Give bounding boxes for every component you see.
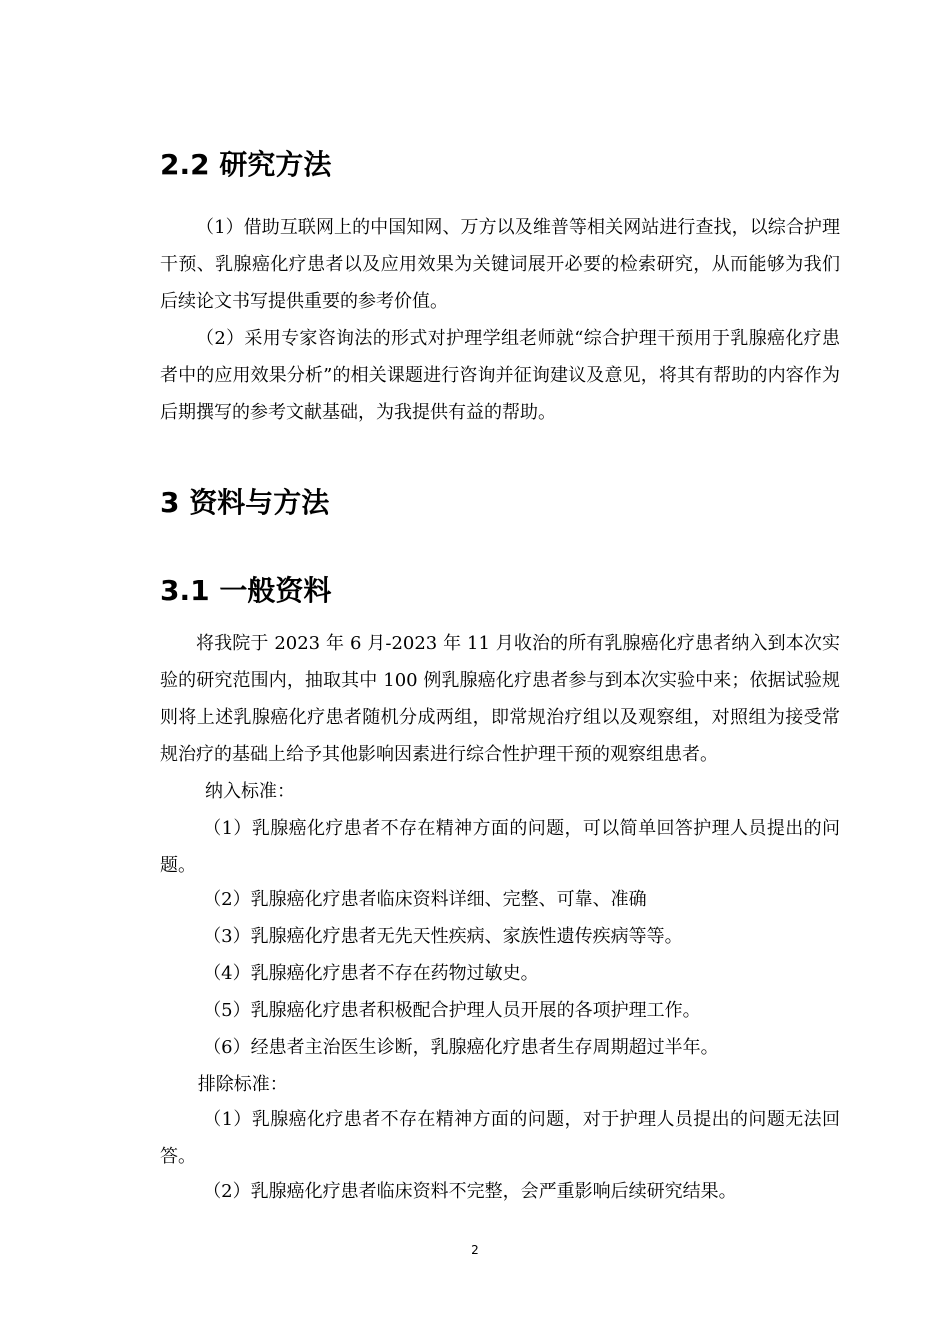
paragraph-3-1-intro: 将我院于 2023 年 6 月-2023 年 11 月收治的所有乳腺癌化疗患者纳入到本次实验的研究范围内，抽取其中 100 例乳腺癌化疗患者参与到本次实验中来；依据试验规则将上述乳腺癌化疗患者随机分成两组，即常规治疗组以及观察组，对照组为接受常规治疗的基础上给予其他影响因素进行综合性护理干预的观察组患者。 xyxy=(160,633,840,765)
paragraph-2-2-2: （2）采用专家咨询法的形式对护理学组老师就“综合护理干预用于乳腺癌化疗患者中的应用效果分析”的相关课题进行咨询并征询建议及意见，将其有帮助的内容作为后期撰写的参考文献基础，为我提供有益的帮助。 xyxy=(160,328,840,423)
inclusion-item-6: （6）经患者主治医生诊断，乳腺癌化疗患者生存周期超过半年。 xyxy=(203,1037,719,1058)
inclusion-item-1: （1）乳腺癌化疗患者不存在精神方面的问题，可以简单回答护理人员提出的问题。 xyxy=(160,818,840,876)
heading-2-2: 2.2 研究方法 xyxy=(160,148,332,181)
inclusion-item-4: （4）乳腺癌化疗患者不存在药物过敏史。 xyxy=(203,963,539,984)
exclusion-item-1: （1）乳腺癌化疗患者不存在精神方面的问题，对于护理人员提出的问题无法回答。 xyxy=(160,1109,840,1167)
inclusion-item-2: （2）乳腺癌化疗患者临床资料详细、完整、可靠、准确 xyxy=(203,889,647,910)
page-number: 2 xyxy=(471,1243,479,1257)
exclusion-label: 排除标准： xyxy=(197,1074,288,1095)
inclusion-item-3: （3）乳腺癌化疗患者无先天性疾病、家族性遗传疾病等等。 xyxy=(203,926,683,947)
paragraph-2-2-1: （1）借助互联网上的中国知网、万方以及维普等相关网站进行查找，以综合护理干预、乳腺癌化疗患者以及应用效果为关键词展开必要的检索研究，从而能够为我们后续论文书写提供重要的参考价值。 xyxy=(160,217,840,312)
inclusion-label: 纳入标准： xyxy=(205,781,295,802)
inclusion-item-5: （5）乳腺癌化疗患者积极配合护理人员开展的各项护理工作。 xyxy=(203,1000,701,1021)
heading-3: 3 资料与方法 xyxy=(160,486,330,519)
heading-3-1: 3.1 一般资料 xyxy=(160,574,332,607)
exclusion-item-2: （2）乳腺癌化疗患者临床资料不完整，会严重影响后续研究结果。 xyxy=(203,1181,737,1202)
